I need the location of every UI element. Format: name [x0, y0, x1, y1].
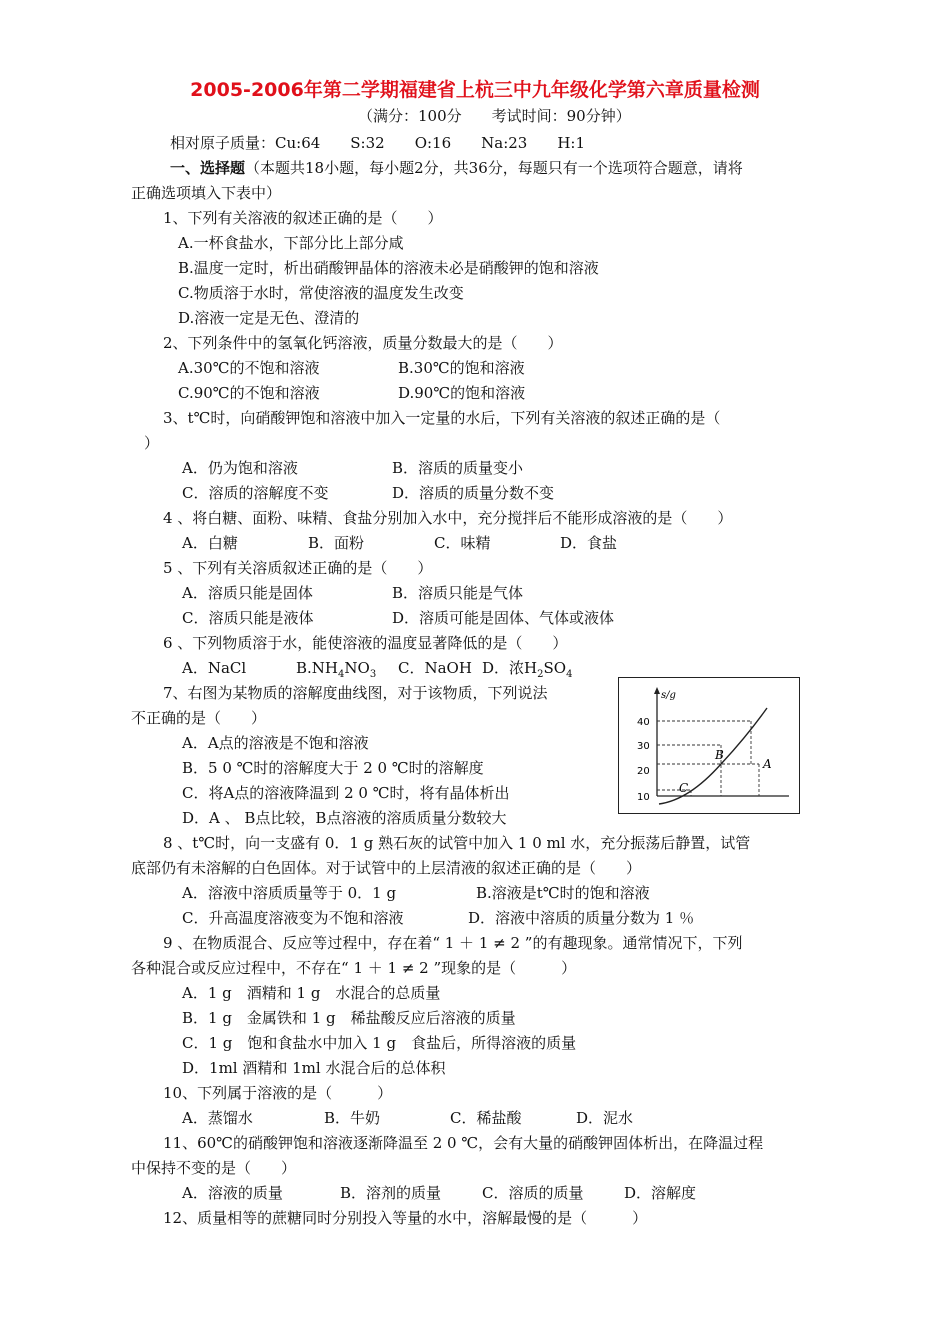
q1-option-d: D.溶液一定是无色、澄清的 — [178, 309, 360, 327]
question-12: 12、质量相等的蔗糖同时分别投入等量的水中，溶解最慢的是（ ） — [163, 1209, 648, 1227]
q6-option-c: C．NaOH — [398, 659, 472, 677]
q11-option-d: D．溶解度 — [624, 1184, 697, 1202]
q4-option-b: B．面粉 — [308, 534, 365, 552]
q6-option-d: D．浓$H_2SO_4$ — [482, 659, 573, 680]
q5-option-d: D．溶质可能是固体、气体或液体 — [392, 609, 615, 627]
point-b-label: B — [715, 748, 724, 762]
q10-option-a: A．蒸馏水 — [182, 1109, 253, 1127]
tick-20: 20 — [637, 766, 650, 777]
question-7: 7、右图为某物质的溶解度曲线图，对于该物质，下列说法 — [163, 684, 548, 702]
question-11-cont: 中保持不变的是（ ） — [131, 1159, 297, 1177]
q8-option-c: C．升高温度溶液变为不饱和溶液 — [182, 909, 404, 927]
y-axis-arrow — [654, 687, 660, 694]
solubility-curve-figure — [618, 677, 800, 814]
q2-option-d: D.90℃的饱和溶液 — [398, 384, 526, 402]
question-8: 8 、t℃时，向一支盛有 0．1 g 熟石灰的试管中加入 1 0 ml 水，充分振荡后静置，试管 — [163, 834, 751, 852]
question-2: 2、下列条件中的氢氧化钙溶液，质量分数最大的是（ ） — [163, 334, 563, 352]
q6-option-b: $B.NH_4NO_3$ — [296, 659, 377, 680]
question-9-cont: 各种混合或反应过程中，不存在“ 1 ＋ 1 ≠ 2 ”现象的是（ ） — [131, 959, 577, 977]
atomic-mass: 相对原子质量：Cu:64 S:32 O:16 Na:23 H:1 — [170, 134, 586, 152]
q4-option-a: A．白糖 — [182, 534, 238, 552]
q4-option-c: C．味精 — [434, 534, 491, 552]
q5-option-a: A．溶质只能是固体 — [182, 584, 313, 602]
q7-option-b: B．5 0 ℃时的溶解度大于 2 0 ℃时的溶解度 — [182, 759, 484, 777]
question-11: 11、60℃的硝酸钾饱和溶液逐渐降温至 2 0 ℃，会有大量的硝酸钾固体析出，在降温过程 — [163, 1134, 764, 1152]
q8-option-a: A．溶液中溶质质量等于 0．1 g — [182, 884, 397, 902]
q3-option-b: B．溶质的质量变小 — [392, 459, 524, 477]
q2-option-b: B.30℃的饱和溶液 — [398, 359, 525, 377]
y-axis-label: s/g — [661, 690, 676, 701]
q6-option-a: A．NaCl — [182, 659, 247, 677]
q5-option-b: B．溶质只能是气体 — [392, 584, 524, 602]
question-6: 6 、下列物质溶于水，能使溶液的温度显著降低的是（ ） — [163, 634, 568, 652]
section-intro — [170, 158, 743, 178]
tick-40: 40 — [637, 717, 650, 728]
point-c-label: C — [679, 781, 689, 795]
question-5: 5 、下列有关溶质叙述正确的是（ ） — [163, 559, 433, 577]
q11-option-b: B．溶剂的质量 — [340, 1184, 442, 1202]
subtitle: （满分：100分 考试时间：90分钟） — [358, 107, 631, 125]
q9-option-d: D．1ml 酒精和 1ml 水混合后的总体积 — [182, 1059, 446, 1077]
question-3: 3、t℃时，向硝酸钾饱和溶液中加入一定量的水后，下列有关溶液的叙述正确的是（ — [163, 409, 721, 427]
q5-option-c: C．溶质只能是液体 — [182, 609, 314, 627]
tick-10: 10 — [637, 792, 650, 803]
q1-option-b: B.温度一定时，析出硝酸钾晶体的溶液未必是硝酸钾的饱和溶液 — [178, 259, 599, 277]
question-3-cont: ） — [144, 434, 160, 452]
tick-30: 30 — [637, 741, 650, 752]
q2-option-a: A.30℃的不饱和溶液 — [178, 359, 320, 377]
q7-option-a: A．A点的溶液是不饱和溶液 — [182, 734, 369, 752]
q2-option-c: C.90℃的不饱和溶液 — [178, 384, 320, 402]
point-a-label: A — [763, 757, 772, 771]
q9-option-c: C．1 g 饱和食盐水中加入 1 g 食盐后，所得溶液的质量 — [182, 1034, 577, 1052]
q10-option-b: B．牛奶 — [324, 1109, 381, 1127]
question-9: 9 、在物质混合、反应等过程中，存在着“ 1 ＋ 1 ≠ 2 ”的有趣现象。通常情况下，下列 — [163, 934, 743, 952]
q8-option-b: B.溶液是t℃时的饱和溶液 — [476, 884, 650, 902]
q4-option-d: D．食盐 — [560, 534, 618, 552]
question-8-cont: 底部仍有未溶解的白色固体。对于试管中的上层清液的叙述正确的是（ ） — [131, 859, 642, 877]
question-10: 10、下列属于溶液的是（ ） — [163, 1084, 393, 1102]
question-7-cont: 不正确的是（ ） — [131, 709, 267, 727]
section-desc-cont: 正确选项填入下表中） — [131, 184, 282, 202]
q10-option-c: C．稀盐酸 — [450, 1109, 522, 1127]
section-heading: 一、选择题 — [170, 159, 246, 177]
q11-option-a: A．溶液的质量 — [182, 1184, 283, 1202]
q1-option-a: A.一杯食盐水，下部分比上部分咸 — [178, 234, 404, 252]
q3-option-d: D．溶质的质量分数不变 — [392, 484, 555, 502]
question-1: 1、下列有关溶液的叙述正确的是（ ） — [163, 209, 443, 227]
q7-option-c: C．将A点的溶液降温到 2 0 ℃时，将有晶体析出 — [182, 784, 510, 802]
q9-option-b: B．1 g 金属铁和 1 g 稀盐酸反应后溶液的质量 — [182, 1009, 516, 1027]
q7-option-d: D．A 、 B点比较，B点溶液的溶质质量分数较大 — [182, 809, 507, 827]
q3-option-a: A．仍为饱和溶液 — [182, 459, 298, 477]
section-desc: （本题共18小题，每小题2分，共36分，每题只有一个选项符合题意，请将 — [245, 159, 743, 177]
q3-option-c: C．溶质的溶解度不变 — [182, 484, 329, 502]
solubility-curve-svg — [619, 678, 799, 812]
question-4: 4 、将白糖、面粉、味精、食盐分别加入水中，充分搅拌后不能形成溶液的是（ ） — [163, 509, 733, 527]
q11-option-c: C．溶质的质量 — [482, 1184, 584, 1202]
q1-option-c: C.物质溶于水时，常使溶液的温度发生改变 — [178, 284, 464, 302]
q10-option-d: D．泥水 — [576, 1109, 634, 1127]
page-title: 2005-2006年第二学期福建省上杭三中九年级化学第六章质量检测 — [190, 79, 760, 101]
q9-option-a: A．1 g 酒精和 1 g 水混合的总质量 — [182, 984, 441, 1002]
q8-option-d: D．溶液中溶质的质量分数为 1 ％ — [468, 909, 695, 927]
